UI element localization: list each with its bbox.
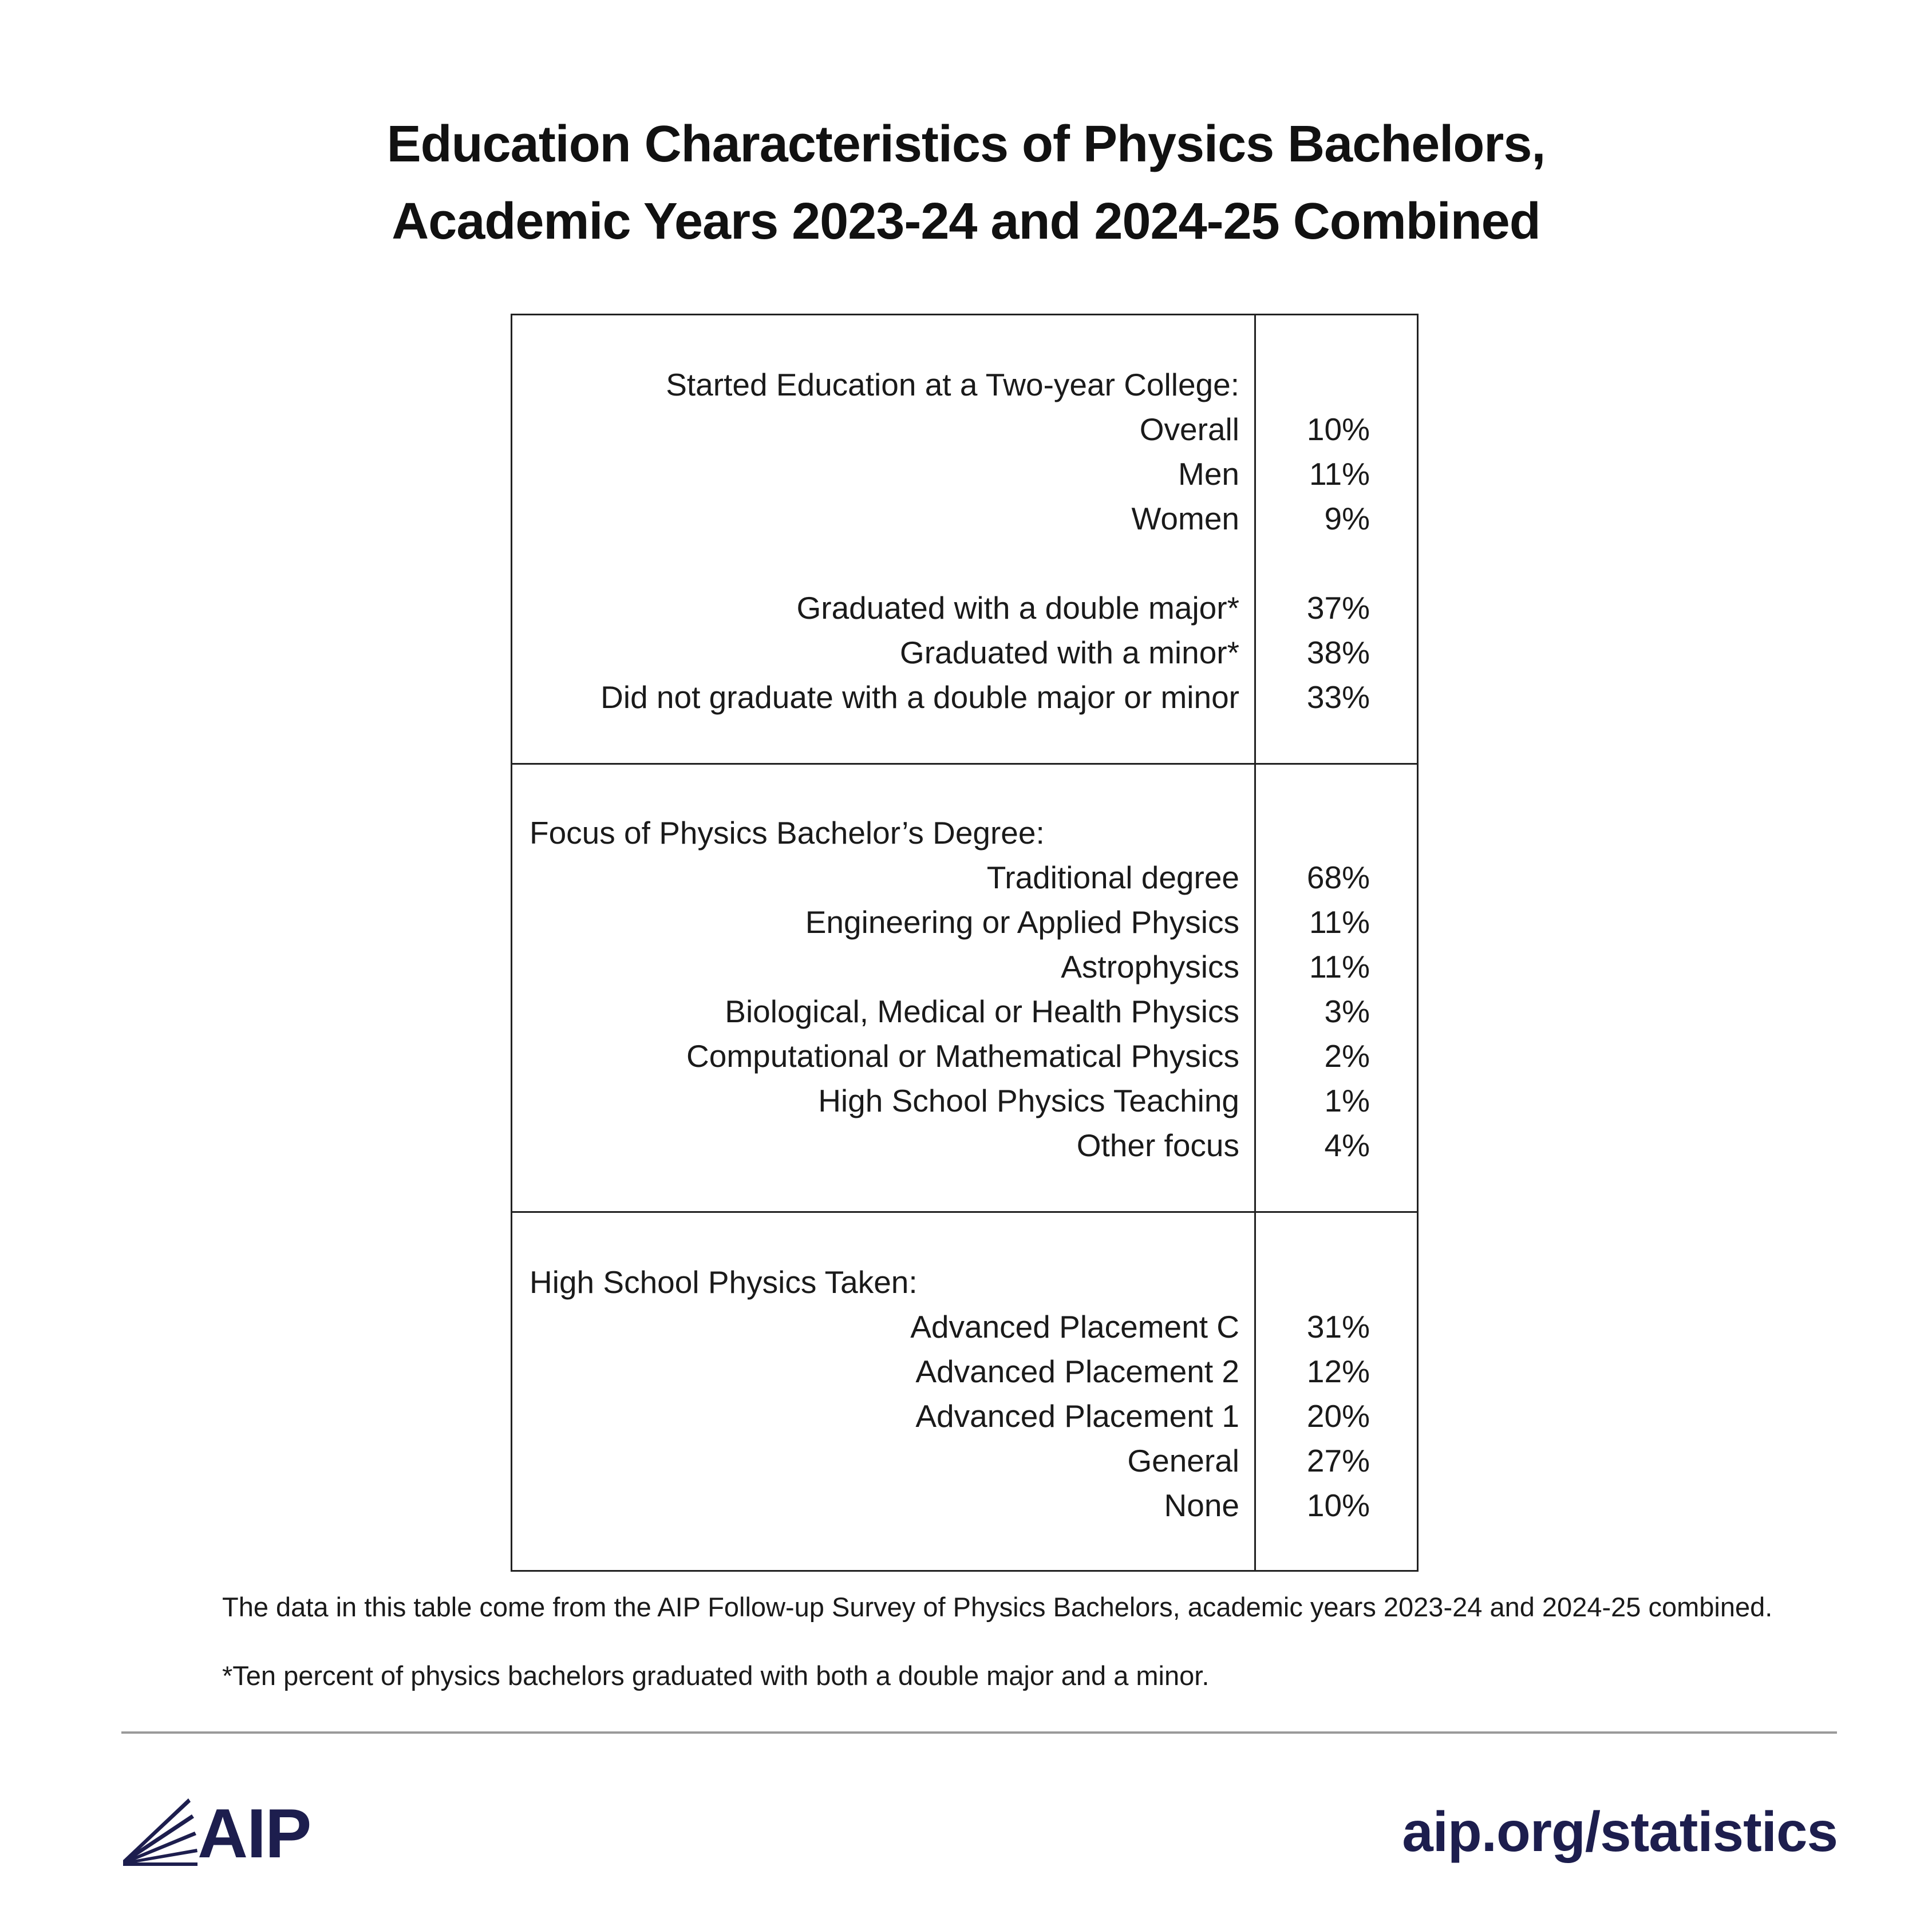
table-row-value: 9% xyxy=(1324,501,1370,536)
section-heading-high-school-physics: High School Physics Taken: xyxy=(530,1264,918,1300)
table-row-label: Women xyxy=(1131,501,1239,536)
source-note: The data in this table come from the AIP Follow-up Survey of Physics Bachelors, academic years 2023-24 and 2024-25 combined. xyxy=(222,1592,1773,1622)
table-row-label: Other focus xyxy=(1076,1128,1239,1163)
table-row-label: Advanced Placement 1 xyxy=(915,1398,1239,1434)
table-row-value: 11% xyxy=(1309,949,1370,984)
title-line-1: Education Characteristics of Physics Bachelors, xyxy=(386,116,1546,173)
statistics-url: aip.org/statistics xyxy=(1402,1800,1838,1863)
table-row-label: High School Physics Teaching xyxy=(818,1083,1239,1118)
section-divider xyxy=(512,763,1417,765)
table-row-value: 33% xyxy=(1306,679,1370,715)
table-row-value: 10% xyxy=(1306,1488,1370,1523)
page-title xyxy=(0,106,1932,260)
table-row-value: 31% xyxy=(1306,1309,1370,1344)
table-row-label: Biological, Medical or Health Physics xyxy=(725,994,1239,1029)
table-row-label: Advanced Placement C xyxy=(910,1309,1239,1344)
table-row-value: 11% xyxy=(1309,904,1370,940)
title-line-2: Academic Years 2023-24 and 2024-25 Combined xyxy=(392,193,1540,250)
section-divider xyxy=(512,1211,1417,1213)
table-row-label: Astrophysics xyxy=(1061,949,1239,984)
table-row-value: 20% xyxy=(1306,1398,1370,1434)
table-row-label: Computational or Mathematical Physics xyxy=(686,1038,1239,1074)
table-row-value: 27% xyxy=(1306,1443,1370,1478)
table-row-label: Did not graduate with a double major or minor xyxy=(600,679,1239,715)
table-row-label: Graduated with a minor* xyxy=(899,635,1239,670)
table-row-value: 10% xyxy=(1306,412,1370,447)
table-row-value: 3% xyxy=(1324,994,1370,1029)
logo-text: AIP xyxy=(197,1794,311,1872)
table-row-label: Graduated with a double major* xyxy=(796,590,1239,626)
table-row-label: Overall xyxy=(1139,412,1239,447)
table-row-label: Men xyxy=(1178,456,1239,492)
table-row-label: Advanced Placement 2 xyxy=(915,1354,1239,1389)
table-row-value: 37% xyxy=(1306,590,1370,626)
data-table xyxy=(511,314,1419,1572)
footnote: *Ten percent of physics bachelors graduated with both a double major and a minor. xyxy=(222,1660,1210,1691)
table-row-value: 1% xyxy=(1324,1083,1370,1118)
section-heading-degree-focus: Focus of Physics Bachelor’s Degree: xyxy=(530,815,1045,851)
table-row-label: None xyxy=(1164,1488,1239,1523)
footer-divider xyxy=(121,1731,1837,1734)
table-row-label: Traditional degree xyxy=(986,860,1239,895)
table-row-value: 2% xyxy=(1324,1038,1370,1074)
table-row-value: 68% xyxy=(1306,860,1370,895)
table-row-value: 38% xyxy=(1306,635,1370,670)
table-row-value: 11% xyxy=(1309,456,1370,492)
table-row-label: General xyxy=(1127,1443,1239,1478)
section-heading-two-year-college: Started Education at a Two-year College: xyxy=(666,367,1239,402)
table-row-label: Engineering or Applied Physics xyxy=(805,904,1239,940)
table-row-value: 12% xyxy=(1306,1354,1370,1389)
table-row-value: 4% xyxy=(1324,1128,1370,1163)
